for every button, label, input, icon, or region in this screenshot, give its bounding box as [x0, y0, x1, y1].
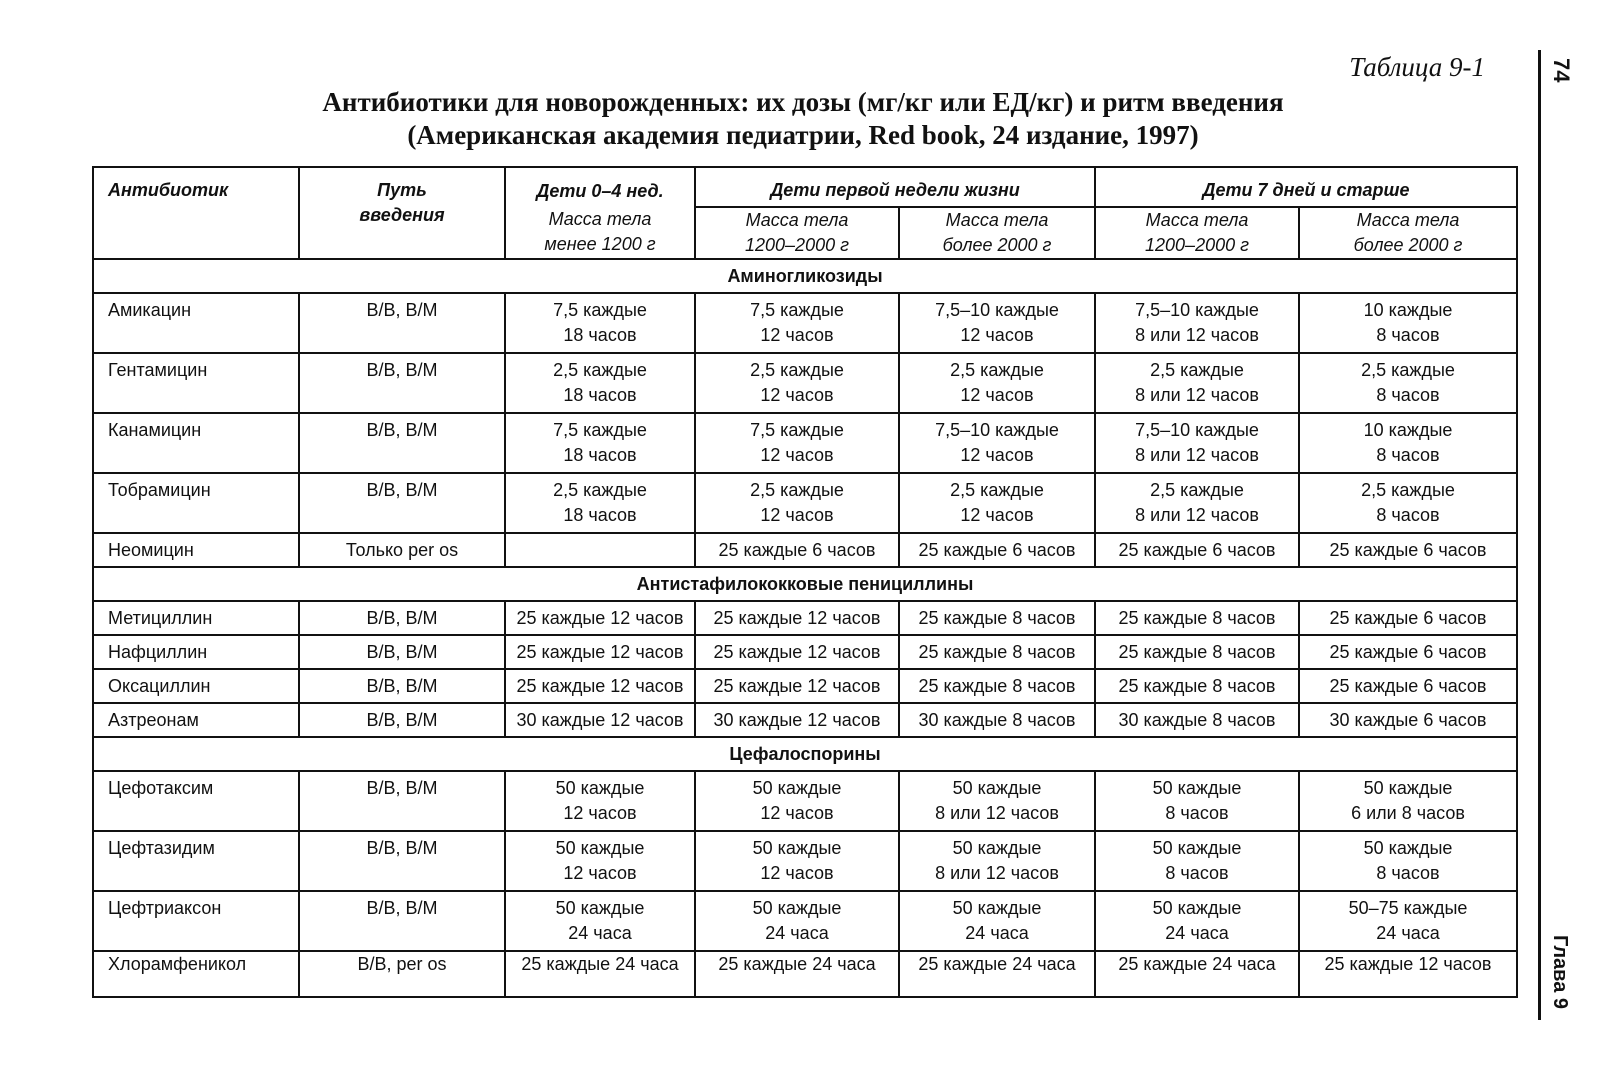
dose-cell [1299, 951, 1517, 997]
dose-text: 25 каждые 6 часов [1329, 608, 1487, 628]
table-row [93, 703, 1517, 737]
section-row [93, 567, 1517, 601]
table-row [93, 635, 1517, 669]
dose-text: 2,5 каждые 8 часов [1361, 480, 1455, 525]
dose-cell [1299, 771, 1517, 831]
dose-text: 25 каждые 6 часов [1118, 540, 1276, 560]
dose-cell [695, 293, 899, 353]
drug-name: Оксациллин [93, 669, 299, 703]
route-cell: В/В, per os [299, 951, 505, 997]
dose-text: 50 каждые 6 или 8 часов [1351, 778, 1465, 823]
dose-text: 2,5 каждые 8 часов [1361, 360, 1455, 405]
dose-text: 50 каждые 24 часа [952, 898, 1042, 943]
dose-cell [695, 951, 899, 997]
dose-cell [1095, 771, 1299, 831]
dose-cell [899, 473, 1095, 533]
dose-cell [899, 533, 1095, 567]
table-label: Таблица 9-1 [1349, 52, 1485, 82]
dose-text: 25 каждые 8 часов [1118, 608, 1276, 628]
route-cell: В/В, В/М [299, 353, 505, 413]
drug-name: Канамицин [93, 413, 299, 473]
dose-cell [695, 891, 899, 951]
dose-text: 50 каждые 8 часов [1363, 838, 1453, 883]
dose-cell [1095, 473, 1299, 533]
section-row [93, 737, 1517, 771]
route-cell: В/В, В/М [299, 601, 505, 635]
dose-text: 25 каждые 6 часов [1329, 642, 1487, 662]
header-route: Путь введения [299, 167, 505, 259]
dose-text: 2,5 каждые 12 часов [950, 480, 1044, 525]
dose-cell [1299, 669, 1517, 703]
dose-text: 25 каждые 6 часов [918, 540, 1076, 560]
dose-text: 30 каждые 12 часов [713, 710, 881, 730]
dose-cell [695, 413, 899, 473]
dose-cell [1299, 353, 1517, 413]
dose-text: 25 каждые 8 часов [918, 642, 1076, 662]
dose-cell [695, 669, 899, 703]
dose-text: 50 каждые 24 часа [555, 898, 645, 943]
dose-text: 30 каждые 8 часов [918, 710, 1076, 730]
dose-cell [505, 831, 695, 891]
dose-text: 50 каждые 8 часов [1152, 838, 1242, 883]
dose-text: 50 каждые 8 часов [1152, 778, 1242, 823]
dose-cell [1095, 831, 1299, 891]
table-row [93, 293, 1517, 353]
dose-cell [505, 473, 695, 533]
route-cell: В/В, В/М [299, 771, 505, 831]
header-group-7-days: Дети 7 дней и старше [1095, 167, 1517, 207]
dose-text: 2,5 каждые 12 часов [750, 360, 844, 405]
dose-cell [1095, 669, 1299, 703]
header-sub-7d-1: Масса тела 1200–2000 г [1095, 207, 1299, 259]
header-sub-fw-2: Масса тела более 2000 г [899, 207, 1095, 259]
table-row [93, 473, 1517, 533]
table-row [93, 771, 1517, 831]
table-row [93, 353, 1517, 413]
dose-text: 7,5–10 каждые 12 часов [935, 420, 1059, 465]
drug-name: Нафциллин [93, 635, 299, 669]
route-cell: В/В, В/М [299, 891, 505, 951]
page-title [92, 86, 1514, 152]
dose-text: 50 каждые 8 или 12 часов [935, 778, 1059, 823]
dose-cell [1299, 635, 1517, 669]
dose-text: 7,5 каждые 18 часов [553, 300, 647, 345]
route-cell: В/В, В/М [299, 831, 505, 891]
dose-cell [899, 601, 1095, 635]
dose-cell [899, 771, 1095, 831]
dose-text: 25 каждые 8 часов [918, 676, 1076, 696]
dose-cell [695, 533, 899, 567]
dose-cell [1299, 703, 1517, 737]
dose-cell [695, 831, 899, 891]
dose-text: 25 каждые 12 часов [516, 642, 684, 662]
drug-name: Тобрамицин [93, 473, 299, 533]
route-cell: В/В, В/М [299, 669, 505, 703]
dose-text: 50–75 каждые 24 часа [1348, 898, 1468, 943]
dose-text: 10 каждые 8 часов [1363, 420, 1453, 465]
header-sub-0-4: Масса тела менее 1200 г [505, 207, 695, 259]
dose-text: 2,5 каждые 18 часов [553, 360, 647, 405]
dose-cell [505, 353, 695, 413]
dose-text: 7,5 каждые 12 часов [750, 420, 844, 465]
dose-cell [505, 533, 695, 567]
header-group-0-4: Дети 0–4 нед. [505, 167, 695, 207]
dose-cell [1095, 891, 1299, 951]
dose-text: 2,5 каждые 12 часов [950, 360, 1044, 405]
section-header: Цефалоспорины [93, 737, 1517, 771]
dose-cell [1299, 533, 1517, 567]
route-cell: В/В, В/М [299, 703, 505, 737]
drug-name: Цефтазидим [93, 831, 299, 891]
table-row [93, 951, 1517, 997]
dose-cell [1299, 473, 1517, 533]
header-antibiotic: Антибиотик [93, 167, 299, 259]
header-group-first-week: Дети первой недели жизни [695, 167, 1095, 207]
route-cell: В/В, В/М [299, 293, 505, 353]
dose-cell [695, 703, 899, 737]
section-header: Антистафилококковые пенициллины [93, 567, 1517, 601]
dose-cell [695, 353, 899, 413]
drug-name: Гентамицин [93, 353, 299, 413]
dose-text: 25 каждые 12 часов [713, 608, 881, 628]
chapter-label: Глава 9 [1549, 935, 1571, 1010]
dose-cell [695, 473, 899, 533]
section-row [93, 259, 1517, 293]
table-row [93, 533, 1517, 567]
dose-cell [1095, 635, 1299, 669]
dose-cell [899, 353, 1095, 413]
dose-text: 25 каждые 6 часов [1329, 676, 1487, 696]
route-cell: В/В, В/М [299, 413, 505, 473]
dose-cell [899, 703, 1095, 737]
dose-text: 2,5 каждые 8 или 12 часов [1135, 480, 1259, 525]
dose-cell [1299, 831, 1517, 891]
dose-cell [1095, 533, 1299, 567]
title-line-2: (Американская академия педиатрии, Red book, 24 издание, 1997) [407, 120, 1199, 150]
dose-text: 7,5–10 каждые 12 часов [935, 300, 1059, 345]
dose-cell [1095, 413, 1299, 473]
dose-cell [505, 635, 695, 669]
dose-cell [1299, 293, 1517, 353]
dose-text: 50 каждые 8 или 12 часов [935, 838, 1059, 883]
dose-cell [695, 601, 899, 635]
dose-text: 30 каждые 6 часов [1329, 710, 1487, 730]
dose-cell [505, 771, 695, 831]
dose-cell [1299, 891, 1517, 951]
dose-text: 25 каждые 8 часов [918, 608, 1076, 628]
drug-name: Азтреонам [93, 703, 299, 737]
dose-cell [1095, 601, 1299, 635]
header-sub-fw-1: Масса тела 1200–2000 г [695, 207, 899, 259]
dose-cell [899, 669, 1095, 703]
dose-cell [899, 635, 1095, 669]
dose-text: 25 каждые 12 часов [1324, 954, 1492, 974]
dose-text: 25 каждые 8 часов [1118, 676, 1276, 696]
dose-text: 2,5 каждые 12 часов [750, 480, 844, 525]
dose-text: 25 каждые 24 часа [521, 954, 679, 974]
dose-text: 25 каждые 12 часов [713, 676, 881, 696]
header-sub-7d-2: Масса тела более 2000 г [1299, 207, 1517, 259]
dose-cell [1095, 703, 1299, 737]
table-row [93, 669, 1517, 703]
dose-cell [505, 601, 695, 635]
drug-name: Хлорамфеникол [93, 951, 299, 997]
dose-cell [1299, 601, 1517, 635]
dose-text: 50 каждые 12 часов [555, 778, 645, 823]
dose-cell [1095, 951, 1299, 997]
dose-cell [899, 831, 1095, 891]
dose-text: 2,5 каждые 18 часов [553, 480, 647, 525]
route-cell: В/В, В/М [299, 635, 505, 669]
dose-text: 25 каждые 12 часов [516, 608, 684, 628]
section-header: Аминогликозиды [93, 259, 1517, 293]
dose-cell [695, 771, 899, 831]
dose-text: 25 каждые 24 часа [718, 954, 876, 974]
route-cell: В/В, В/М [299, 473, 505, 533]
dose-cell [505, 703, 695, 737]
dose-text: 30 каждые 8 часов [1118, 710, 1276, 730]
dose-text: 25 каждые 8 часов [1118, 642, 1276, 662]
dose-text: 50 каждые 24 часа [752, 898, 842, 943]
dose-cell [1095, 353, 1299, 413]
drug-name: Цефтриаксон [93, 891, 299, 951]
dosing-table [92, 166, 1518, 998]
dose-cell [899, 951, 1095, 997]
dose-cell [1095, 293, 1299, 353]
table-row [93, 831, 1517, 891]
dose-text: 30 каждые 12 часов [516, 710, 684, 730]
dose-text: 50 каждые 12 часов [752, 838, 842, 883]
side-rule [1538, 50, 1541, 1020]
dose-text: 50 каждые 12 часов [555, 838, 645, 883]
dose-text: 25 каждые 24 часа [1118, 954, 1276, 974]
dose-text: 50 каждые 12 часов [752, 778, 842, 823]
dose-text: 25 каждые 12 часов [516, 676, 684, 696]
dose-text: 10 каждые 8 часов [1363, 300, 1453, 345]
dose-text: 2,5 каждые 8 или 12 часов [1135, 360, 1259, 405]
drug-name: Метициллин [93, 601, 299, 635]
dose-cell [505, 951, 695, 997]
dose-cell [505, 891, 695, 951]
table-row [93, 413, 1517, 473]
title-line-1: Антибиотики для новорожденных: их дозы (мг/кг или ЕД/кг) и ритм введения [322, 87, 1284, 117]
dose-text: 25 каждые 6 часов [1329, 540, 1487, 560]
dose-text: 50 каждые 24 часа [1152, 898, 1242, 943]
dose-cell [1299, 413, 1517, 473]
dose-text: 7,5 каждые 18 часов [553, 420, 647, 465]
table-row [93, 891, 1517, 951]
page-number: 74 [1549, 58, 1574, 83]
table-body [93, 259, 1517, 997]
drug-name: Амикацин [93, 293, 299, 353]
drug-name: Неомицин [93, 533, 299, 567]
dose-cell [505, 669, 695, 703]
route-cell: Только per os [299, 533, 505, 567]
dose-text: 25 каждые 24 часа [918, 954, 1076, 974]
dose-text: 25 каждые 12 часов [713, 642, 881, 662]
dose-cell [505, 293, 695, 353]
dose-text: 25 каждые 6 часов [718, 540, 876, 560]
dose-text: 7,5 каждые 12 часов [750, 300, 844, 345]
dose-cell [505, 413, 695, 473]
dose-text: 7,5–10 каждые 8 или 12 часов [1135, 300, 1259, 345]
dose-cell [695, 635, 899, 669]
drug-name: Цефотаксим [93, 771, 299, 831]
dose-cell [899, 293, 1095, 353]
dose-cell [899, 413, 1095, 473]
dose-cell [899, 891, 1095, 951]
dose-text: 7,5–10 каждые 8 или 12 часов [1135, 420, 1259, 465]
table-row [93, 601, 1517, 635]
